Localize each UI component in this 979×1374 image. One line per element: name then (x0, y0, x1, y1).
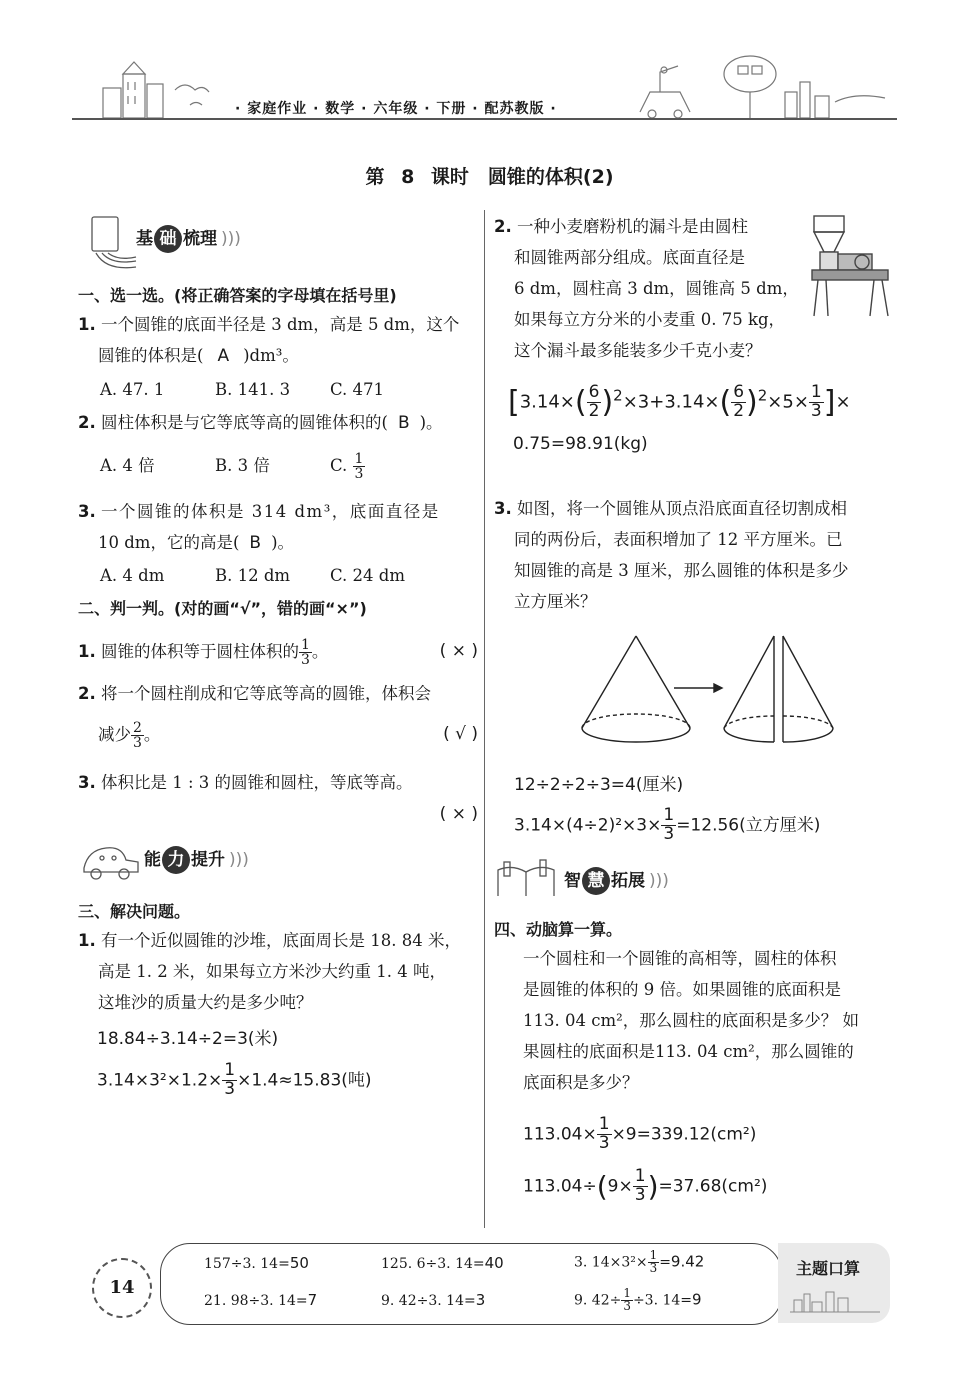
q-text: 和圆锥两部分组成。底面直径是 (514, 248, 745, 267)
option-c: C. 24 dm (330, 566, 405, 585)
calc-answer: 40 (484, 1254, 504, 1272)
formula-part: ×5× (767, 391, 809, 413)
exponent: 2 (757, 386, 768, 405)
q-text: 是圆锥的体积的 9 倍。如果圆锥的底面积是 (523, 980, 841, 999)
denominator: 3 (224, 1078, 236, 1099)
s1-q1 (78, 309, 478, 372)
numerator: 1 (634, 1166, 646, 1186)
denominator: 3 (623, 1298, 631, 1313)
paren: ) (746, 384, 758, 420)
calc-answer: 7 (307, 1291, 318, 1309)
q-text: 底面积是多少？ (523, 1073, 639, 1092)
badge-text: 梳理 (183, 229, 217, 249)
q-number: 1. (78, 642, 96, 661)
q-text: 如果每立方分米的小麦重 0. 75 kg， (514, 310, 786, 329)
basic-badge (136, 224, 241, 253)
formula-part: 3.14×(4÷2)²×3× (514, 815, 662, 836)
formula-part: ×1.4≈15.83(吨) (237, 1070, 372, 1091)
calc-question: 9. 42÷ (574, 1292, 622, 1309)
badge-char: 智 (564, 871, 581, 891)
q-text: 。 (143, 725, 161, 744)
calc-4 (204, 1291, 317, 1309)
answer: A (217, 346, 230, 366)
topic-title: 主题口算 (796, 1259, 861, 1278)
option-b: B. 141. 3 (215, 380, 291, 399)
fraction (809, 384, 824, 421)
q-number: 3. (78, 502, 96, 521)
header-rule (72, 118, 897, 120)
q-text: 一种小麦磨粉机的漏斗是由圆柱 (517, 217, 748, 236)
q-number: 1. (78, 931, 96, 950)
r-q3 (494, 493, 894, 617)
wisdom-badge (564, 866, 669, 895)
q-text: 圆柱体积是与它等底等高的圆锥体积的( (101, 413, 388, 432)
s1-q1-options (100, 374, 384, 405)
fraction (353, 452, 366, 481)
r-q2-answer1 (508, 384, 851, 421)
judge-mark: ( × ) (439, 641, 478, 661)
calc-question: ÷3. 14= (632, 1292, 693, 1309)
badge-text: 提升 (191, 850, 225, 870)
r-q3-answer1: 12÷2÷2÷3=4(厘米) (514, 775, 684, 795)
ability-badge (144, 845, 249, 874)
bracket-open: [ (508, 384, 520, 420)
r-q2-answer2: 0.75=98.91(kg) (513, 434, 648, 454)
q-number: 3. (494, 499, 512, 518)
numerator: 1 (623, 1286, 631, 1300)
s1-q2 (78, 407, 478, 439)
q-text: )。 (419, 413, 443, 432)
badge-circle: 力 (162, 846, 190, 874)
q-text: 一个圆柱和一个圆锥的高相等，圆柱的体积 (523, 949, 837, 968)
calc-question: 3. 14×3²× (574, 1254, 648, 1271)
column-divider (484, 210, 485, 1228)
fraction (597, 1116, 612, 1153)
badge-arcs: ))) (221, 229, 241, 249)
calc-answer: 3 (475, 1291, 486, 1309)
calc-2 (381, 1254, 504, 1272)
formula-part: ×9=339.12(cm²) (611, 1124, 757, 1145)
q-text: 圆锥的体积是( (98, 346, 204, 365)
exponent: 2 (613, 386, 623, 405)
fraction (731, 384, 746, 421)
q-number: 2. (494, 217, 512, 236)
q-text: 高是 1. 2 米，如果每立方米沙大约重 1. 4 吨， (98, 962, 446, 981)
section1-title: 一、选一选。(将正确答案的字母填在括号里) (78, 286, 397, 305)
denominator: 3 (354, 466, 364, 482)
q-text: 减少 (98, 725, 131, 744)
r-q2 (494, 211, 804, 366)
option-a: A. 4 倍 (100, 456, 155, 475)
numerator: 2 (133, 719, 142, 736)
badge-arcs: ))) (229, 850, 249, 870)
calc-answer: 9.42 (670, 1252, 705, 1271)
q-text: 将一个圆柱削成和它等底等高的圆锥，体积会 (101, 684, 431, 703)
option-b: B. 3 倍 (215, 456, 270, 475)
q-number: 2. (78, 684, 96, 703)
s4-answer1 (523, 1116, 756, 1153)
calc-1 (204, 1254, 309, 1272)
q-text: 113. 04 cm²，那么圆柱的底面积是多少？ 如 (523, 1011, 859, 1030)
s1-q3 (78, 496, 478, 559)
header-decoration-right (620, 52, 890, 120)
q-text: 如图，将一个圆锥从顶点沿底面直径切割成相 (517, 499, 847, 518)
numerator: 1 (224, 1060, 236, 1080)
option-a: A. 4 dm (100, 566, 165, 585)
bracket-close: ] (823, 384, 836, 420)
ability-badge-icon (78, 838, 144, 882)
calc-3 (574, 1250, 704, 1275)
header-decoration-left (95, 60, 225, 120)
calc-answer: 50 (289, 1254, 309, 1272)
formula-part: 3.14× (519, 391, 575, 413)
badge-circle: 慧 (582, 867, 610, 895)
judge-mark: ( √ ) (443, 724, 478, 744)
formula-part: ×3+3.14× (622, 391, 720, 413)
s4-answer2 (523, 1168, 767, 1205)
q-text: 。 (311, 642, 329, 661)
numerator: 1 (663, 805, 675, 825)
s2-q2 (78, 678, 478, 750)
badge-text: 拓展 (611, 871, 645, 891)
fraction (587, 384, 602, 421)
s1-q2-options (100, 450, 365, 481)
q-number: 1. (78, 315, 96, 334)
q-number: 2. (78, 413, 96, 432)
topic-skyline-icon (790, 1288, 880, 1314)
s2-q3 (78, 767, 478, 830)
s2-q1 (78, 636, 478, 667)
denominator: 3 (598, 1132, 610, 1153)
formula-part: × (835, 391, 851, 413)
q-text: 一个圆锥的底面半径是 3 dm，高是 5 dm，这个 (101, 315, 460, 334)
s3-q1 (78, 925, 478, 1018)
q-text: 立方厘米？ (514, 592, 597, 611)
denominator: 3 (649, 1260, 658, 1275)
q-text: 果圆柱的底面积是113. 04 cm²，那么圆锥的 (523, 1042, 854, 1061)
mill-machine-image (806, 212, 896, 322)
formula-part: 113.04× (523, 1124, 597, 1145)
q-text: 圆锥的体积等于圆柱体积的 (101, 642, 299, 661)
calc-question: 125. 6÷3. 14= (381, 1256, 485, 1272)
section4-title: 四、动脑算一算。 (494, 920, 623, 939)
s3-q1-answer2 (97, 1062, 372, 1099)
numerator: 1 (301, 636, 310, 653)
calc-question: = (659, 1254, 671, 1271)
lesson-title: 第 8 课时 圆锥的体积(2) (365, 166, 614, 188)
paren: ) (647, 1169, 659, 1203)
s3-q1-answer1: 18.84÷3.14÷2=3(米) (97, 1029, 279, 1049)
wisdom-badge-icon (494, 856, 560, 900)
formula-part: 9× (607, 1176, 633, 1197)
q-text: 体积比是 1 : 3 的圆锥和圆柱，等底等高。 (101, 773, 413, 792)
calc-question: 9. 42÷3. 14= (381, 1293, 476, 1309)
s1-q3-options (100, 560, 405, 591)
formula-part: =37.68(cm²) (658, 1176, 768, 1197)
numerator: 6 (588, 382, 600, 402)
q-text: 同的两份后，表面积增加了 12 平方厘米。已 (514, 530, 843, 549)
page-number: 14 (92, 1258, 152, 1318)
formula-part: 3.14×3²×1.2× (97, 1070, 223, 1091)
q-text: )。 (271, 533, 294, 552)
q-text: 一个圆锥的体积是 314 dm³，底面直径是 (101, 502, 440, 521)
q-text: 这个漏斗最多能装多少千克小麦？ (514, 341, 762, 360)
denominator: 3 (301, 652, 310, 668)
badge-arcs: ))) (649, 871, 669, 891)
calc-6 (574, 1288, 702, 1313)
q-text: 这堆沙的质量大约是多少吨？ (98, 993, 313, 1012)
fraction (661, 807, 676, 844)
paren: ( (596, 1169, 608, 1203)
q-text: )dm³。 (243, 346, 299, 365)
paren: ) (601, 384, 614, 420)
fraction (131, 721, 144, 750)
q-text: 知圆锥的高是 3 厘米，那么圆锥的体积是多少 (514, 561, 849, 580)
denominator: 2 (733, 400, 745, 421)
formula-part: 113.04÷ (523, 1176, 597, 1197)
answer: B (397, 413, 410, 433)
numerator: 1 (810, 382, 822, 402)
judge-mark: ( × ) (439, 804, 478, 824)
calc-question: 157÷3. 14= (204, 1256, 290, 1272)
badge-char: 能 (144, 850, 161, 870)
numerator: 6 (733, 382, 745, 402)
cone-cut-diagram (578, 632, 863, 754)
denominator: 3 (634, 1184, 646, 1205)
numerator: 1 (598, 1114, 610, 1134)
paren: ( (719, 384, 732, 420)
denominator: 3 (663, 823, 675, 844)
option-b: B. 12 dm (215, 566, 291, 585)
fraction (633, 1168, 648, 1205)
header-title: · 家庭作业 · 数学 · 六年级 · 下册 · 配苏教版 · (235, 101, 557, 117)
option-c: C. (330, 456, 348, 475)
denominator: 3 (133, 735, 142, 751)
q-text: 10 dm，它的高是( (98, 533, 240, 552)
denominator: 3 (810, 400, 822, 421)
section2-title: 二、判一判。(对的画“√”，错的画“×”) (78, 599, 367, 618)
calc-5 (381, 1291, 485, 1309)
option-c: C. 471 (330, 380, 385, 399)
formula-part: =12.56(立方厘米) (676, 815, 821, 836)
badge-circle: 础 (154, 225, 182, 253)
option-a: A. 47. 1 (100, 380, 165, 399)
calc-question: 21. 98÷3. 14= (204, 1293, 308, 1309)
badge-char: 基 (136, 229, 153, 249)
r-q3-answer2 (514, 807, 820, 844)
answer: B (249, 533, 262, 553)
paren: ( (574, 384, 587, 420)
numerator: 1 (354, 450, 364, 467)
q-number: 3. (78, 773, 96, 792)
s4-text (523, 943, 898, 1098)
q-text: 6 dm，圆柱高 3 dm，圆锥高 5 dm， (514, 279, 799, 298)
calc-answer: 9 (692, 1290, 702, 1309)
numerator: 1 (649, 1248, 658, 1262)
fraction (299, 638, 312, 667)
denominator: 2 (588, 400, 600, 421)
q-text: 有一个近似圆锥的沙堆，底面周长是 18. 84 米， (101, 931, 461, 950)
fraction (648, 1250, 660, 1275)
section3-title: 三、解决问题。 (78, 902, 191, 921)
fraction (621, 1288, 633, 1313)
fraction (222, 1062, 237, 1099)
